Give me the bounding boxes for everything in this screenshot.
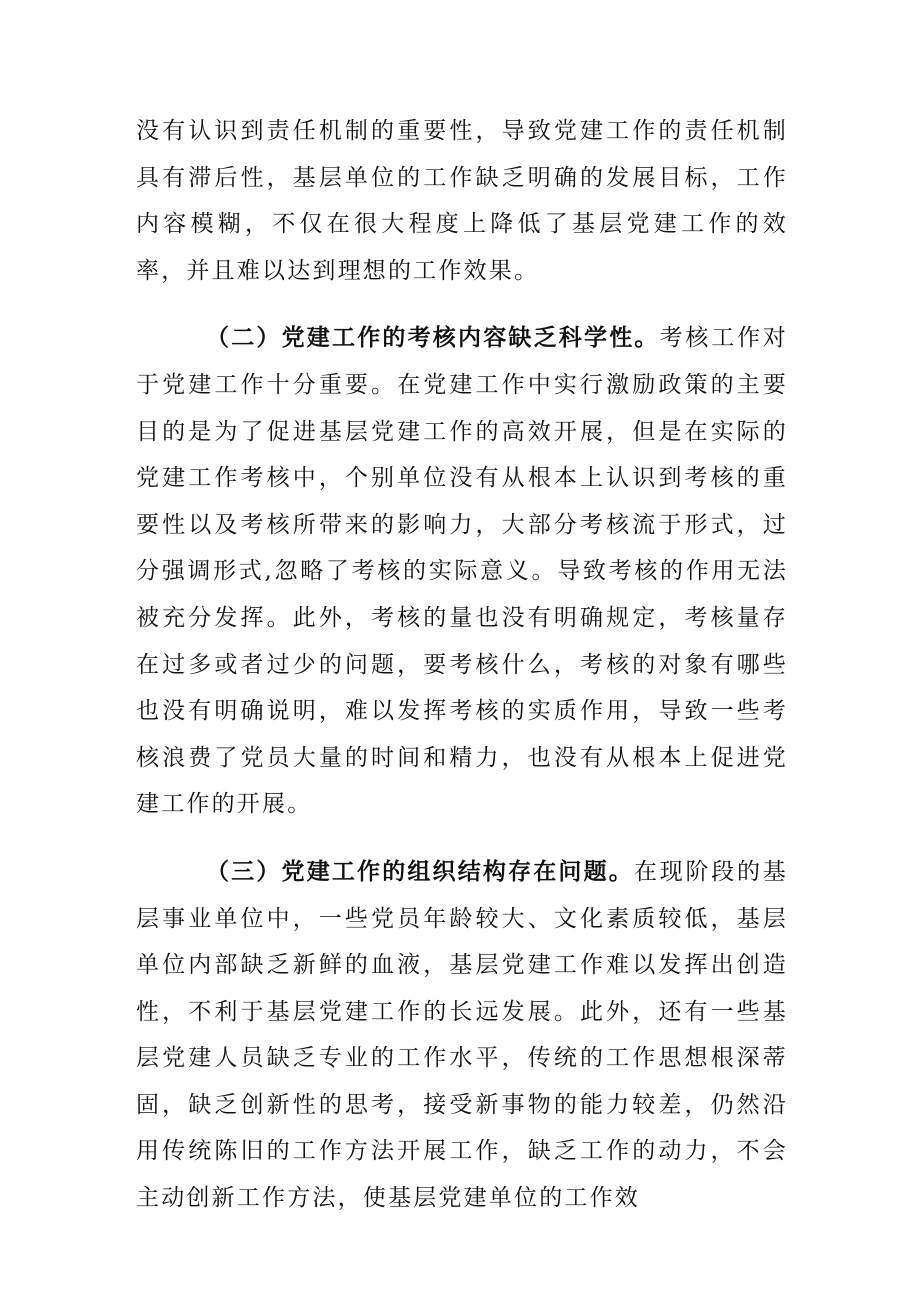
paragraph-body: 没有认识到责任机制的重要性，导致党建工作的责任机制具有滞后性，基层单位的工作缺乏明确的发展目标，工作内容模糊，不仅在很大程度上降低了基层党建工作的效率，并且难以达到理想的工作效果。 — [136, 118, 788, 284]
paragraph-organization — [136, 849, 788, 1222]
document-page — [136, 108, 788, 1222]
paragraph-assessment — [136, 315, 788, 828]
paragraph-body: 在现阶段的基层事业单位中，一些党员年龄较大、文化素质较低，基层单位内部缺乏新鲜的血液，基层党建工作难以发挥出创造性，不利于基层党建工作的长远发展。此外，还有一些基层党建人员缺乏专业的工作水平，传统的工作思想根深蒂固，缺乏创新性的思考，接受新事物的能力较差，仍然沿用传统陈旧的工作方法开展工作，缺乏工作的动力，不会主动创新工作方法，使基层党建单位的工作效 — [136, 858, 788, 1212]
section-heading-2: （二）党建工作的考核内容缺乏科学性。 — [206, 325, 660, 352]
paragraph-gap — [136, 828, 788, 849]
section-heading-3: （三）党建工作的组织结构存在问题。 — [206, 858, 634, 885]
paragraph-continuation — [136, 108, 788, 294]
paragraph-gap — [136, 294, 788, 315]
paragraph-body: 考核工作对于党建工作十分重要。在党建工作中实行激励政策的主要目的是为了促进基层党建工作的高效开展，但是在实际的党建工作考核中，个别单位没有从根本上认识到考核的重要性以及考核所带来的影响力，大部分考核流于形式，过分强调形式,忽略了考核的实际意义。导致考核的作用无法被充分发挥。此外，考核的量也没有明确规定，考核量存在过多或者过少的问题，要考核什么，考核的对象有哪些也没有明确说明，难以发挥考核的实质作用，导致一些考核浪费了党员大量的时间和精力，也没有从根本上促进党建工作的开展。 — [136, 325, 788, 818]
